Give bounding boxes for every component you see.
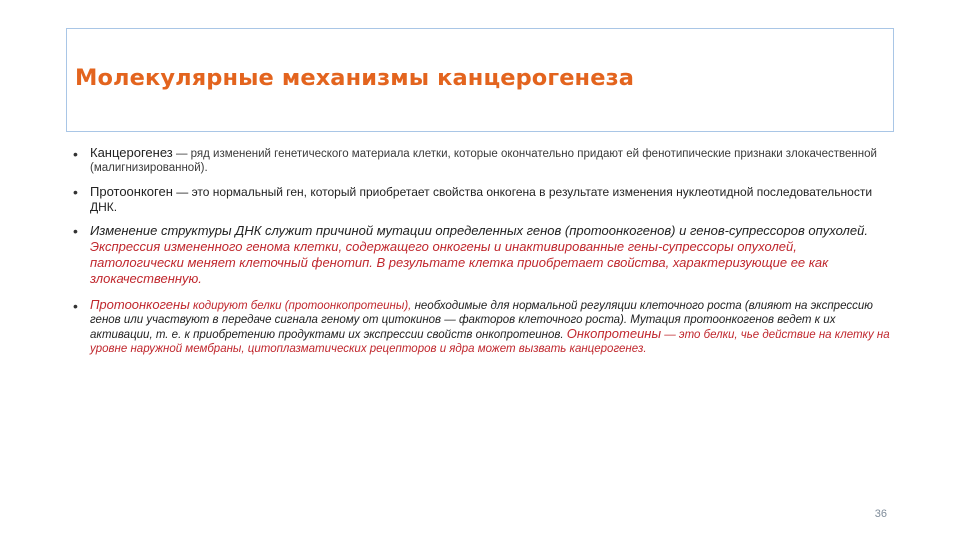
slide-title: Молекулярные механизмы канцерогенеза (75, 65, 635, 91)
bullet-protooncogene (72, 184, 892, 215)
term-protooncogene: Протоонкоген (90, 184, 173, 199)
oncoproteins-definition-text: — это белки, чье действие на клетку на уровне наружной мембраны, цитоплазматических рецепторов и ядра может вызвать канцерогенез. (90, 329, 890, 355)
protooncogenes-regulation-text: необходимые для нормальной регуляции клеточного роста (влияют на экспрессию генов или участвуют в передаче сигнала геному от цитокинов — факторов клеточного роста). Мутация протоонкогенов ведет к их активации, т. е. к приобретению продуктами их экспрессии свойств онкопротеинов. (90, 300, 873, 341)
dna-structure-text: Изменение структуры ДНК служит причиной мутации определенных генов (протоонкогенов) и генов-супрессоров опухолей. (90, 223, 868, 238)
slide-content (72, 146, 892, 356)
definition-protooncogene: — это нормальный ген, который приобретает свойства онкогена в результате изменения нуклеотидной последовательности ДНК. (90, 185, 873, 214)
bullet-carcinogenesis (72, 146, 892, 175)
bullet-dna-structure (72, 223, 892, 287)
bullet-dot: • (73, 146, 78, 162)
definition-carcinogenesis: — ряд изменений генетического материала клетки, которые окончательно придают ей фенотипические признаки злокачественной (малигнизированной). (90, 148, 877, 174)
term-protooncogenes: Протоонкогены (90, 297, 190, 312)
genome-expression-text: Экспрессия измененного генома клетки, содержащего онкогены и инактивированные гены-супрессоры опухолей, патологически меняет клеточный фенотип. В результате клетка приобретает свойства, характеризующие ее как злокачественную. (90, 239, 829, 286)
bullet-dot: • (73, 223, 78, 239)
term-carcinogenesis: Канцерогенез (90, 145, 173, 160)
bullet-dot: • (73, 184, 78, 200)
page-number: 36 (874, 508, 887, 520)
term-oncoproteins: Онкопротеины (566, 326, 662, 341)
title-box (66, 28, 894, 132)
protooncogenes-encode-text: кодируют белки (протоонкопротеины), (189, 300, 412, 312)
bullet-dot: • (73, 298, 78, 314)
bullet-protooncogenes-function (72, 298, 892, 356)
